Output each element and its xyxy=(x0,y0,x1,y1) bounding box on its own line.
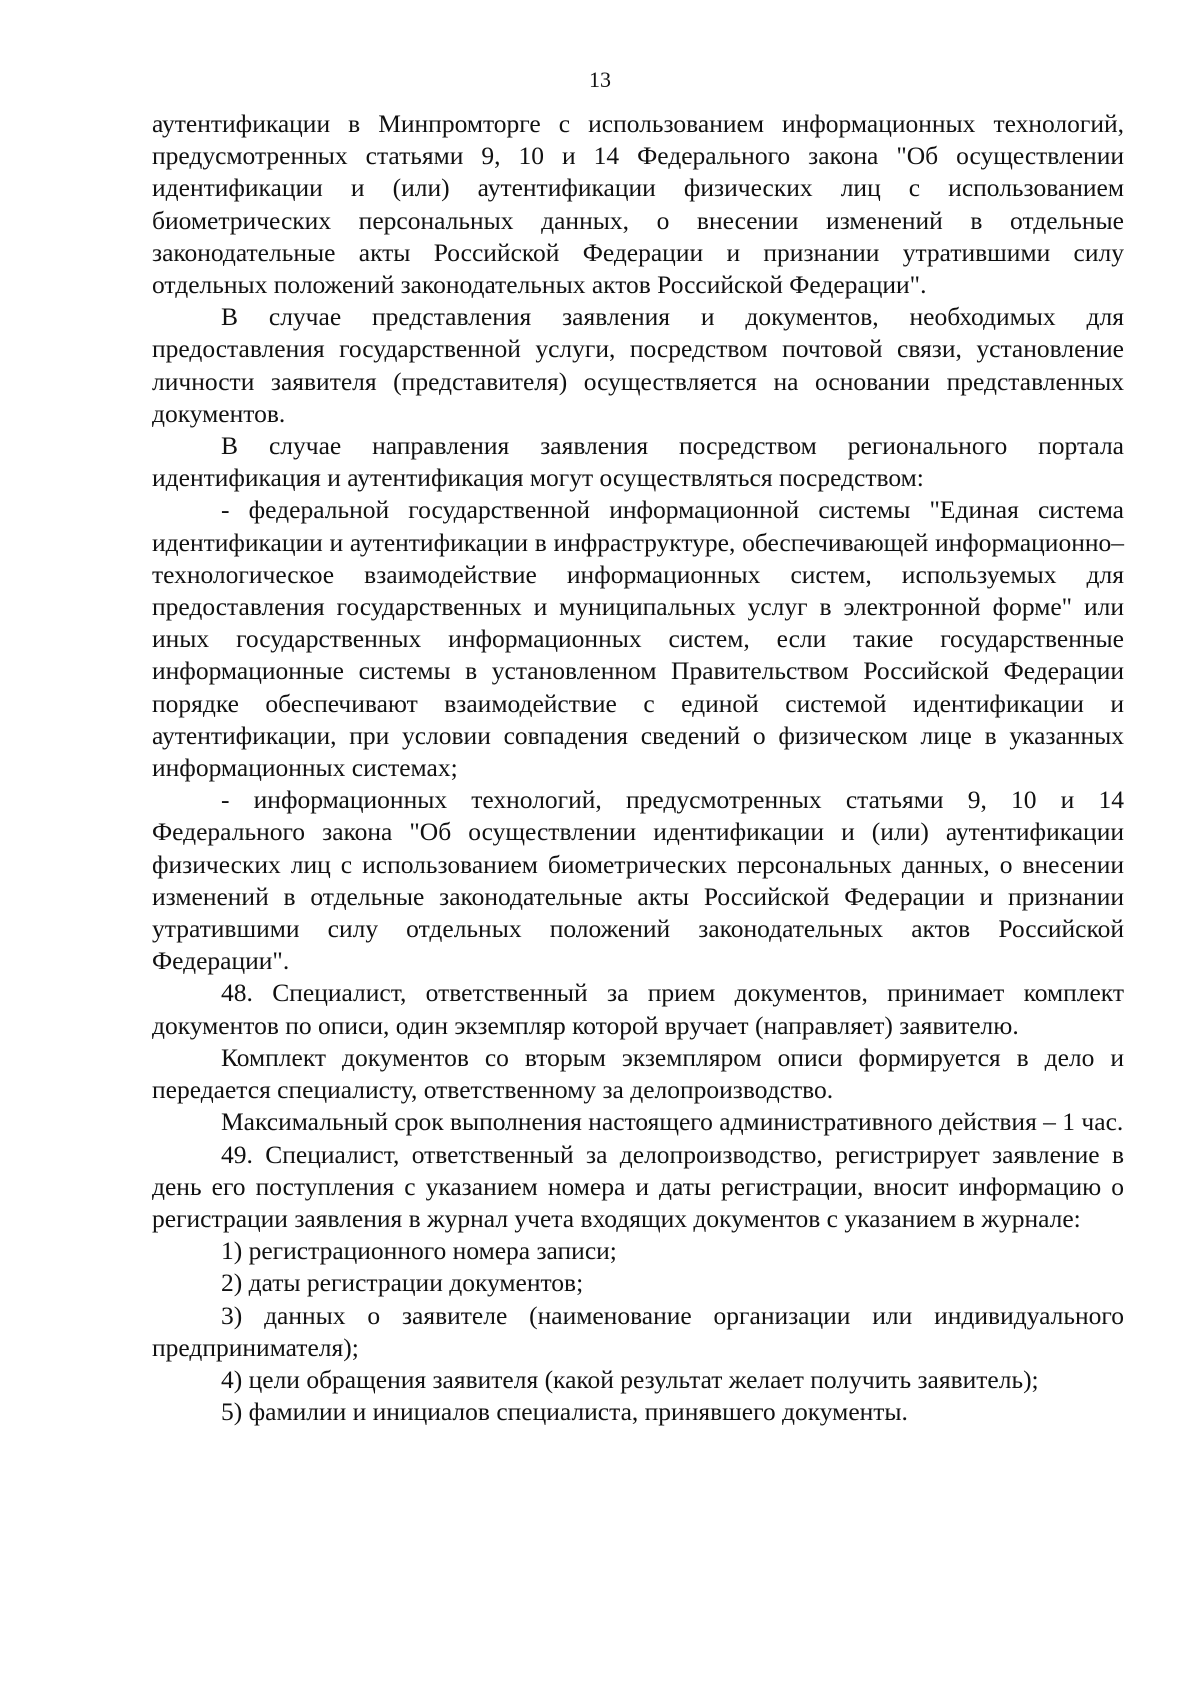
paragraph-48: 48. Специалист, ответственный за прием документов, принимает комплект документов по описи, один экземпляр которой вручает (направляет) заявителю. xyxy=(152,978,1124,1040)
paragraph-document-set: Комплект документов со вторым экземпляром описи формируется в дело и передается специалисту, ответственному за делопроизводство. xyxy=(152,1042,1124,1105)
page-number: 13 xyxy=(589,67,611,92)
paragraph-regional-portal: В случае направления заявления посредством регионального портала идентификация и аутентификация могут осуществляться посредством: xyxy=(152,431,1124,493)
paragraph-authentication-intro: аутентификации в Минпромторге с использованием информационных технологий, предусмотренных статьями 9, 10 и 14 Федерального закона "Об осуществлении идентификации и (или) аутентификации физических лиц с использованием биометрических персональных данных, о внесении изменений в отдельные законодательные акты Российской Федерации и признании утратившими силу отдельных положений законодательных актов Российской Федерации". xyxy=(152,109,1124,300)
list-item-5: 5) фамилии и инициалов специалиста, принявшего документы. xyxy=(221,1397,908,1427)
list-item-esia: - федеральной государственной информационной системы "Единая система идентификации и аутентификации в инфраструктуре, обеспечивающей информационно–технологическое взаимодействие информационных систем, используемых для предоставления государственных и муниципальных услуг в электронной форме" или иных государственных информационных систем, если такие государственные информационные системы в установленном Правительством Российской Федерации порядке обеспечивают взаимодействие с единой системой идентификации и аутентификации, при условии совпадения сведений о физическом лице в указанных информационных системах; xyxy=(152,495,1124,783)
list-item-2: 2) даты регистрации документов; xyxy=(221,1268,584,1298)
document-body xyxy=(152,108,1124,1428)
paragraph-49: 49. Специалист, ответственный за делопроизводство, регистрирует заявление в день его поступления с указанием номера и даты регистрации, вносит информацию о регистрации заявления в журнал учета входящих документов с указанием в журнале: xyxy=(152,1139,1124,1233)
list-item-1: 1) регистрационного номера записи; xyxy=(221,1236,617,1266)
list-item-4: 4) цели обращения заявителя (какой результат желает получить заявитель); xyxy=(221,1364,1039,1394)
paragraph-postal-submission: В случае представления заявления и документов, необходимых для предоставления государственной услуги, посредством почтовой связи, установление личности заявителя (представителя) осуществляется на основании представленных документов. xyxy=(152,302,1124,428)
list-item-biometric-tech: - информационных технологий, предусмотренных статьями 9, 10 и 14 Федерального закона "Об осуществлении идентификации и (или) аутентификации физических лиц с использованием биометрических персональных данных, о внесении изменений в отдельные законодательные акты Российской Федерации и признании утратившими силу отдельных положений законодательных актов Российской Федерации". xyxy=(152,785,1124,976)
paragraph-max-time: Максимальный срок выполнения настоящего административного действия – 1 час. xyxy=(221,1107,1124,1137)
list-item-3: 3) данных о заявителе (наименование организации или индивидуального предпринимателя); xyxy=(152,1300,1124,1362)
